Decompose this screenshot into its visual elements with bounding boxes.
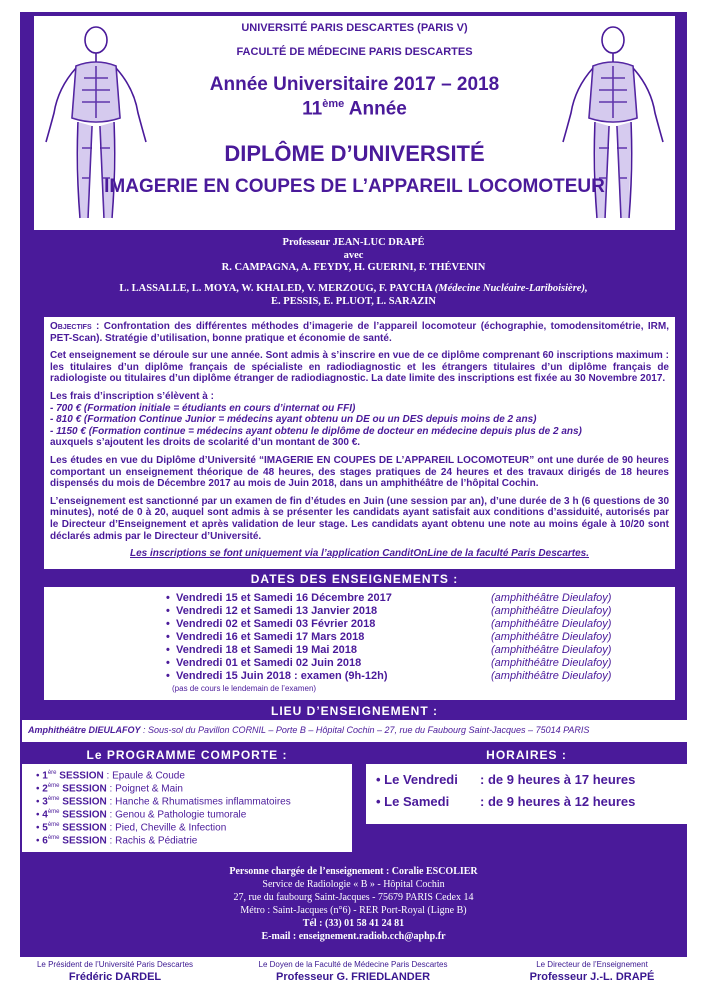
session-superscript: ème <box>47 835 60 841</box>
session-number: 2 <box>42 783 48 795</box>
programme-session <box>36 822 226 834</box>
date-place: (amphithéâtre Dieulafoy) <box>491 657 612 669</box>
session-superscript: ème <box>47 796 60 802</box>
fees-intro: Les frais d’inscription s’élèvent à : <box>50 390 214 402</box>
dates-title: DATES DES ENSEIGNEMENTS : <box>250 572 459 586</box>
date-row <box>166 644 666 657</box>
date-text: Vendredi 18 et Samedi 19 Mai 2018 <box>176 644 357 656</box>
date-place: (amphithéâtre Dieulafoy) <box>491 592 612 604</box>
contact-metro: Métro : Saint-Jacques (n°6) - RER Port-Royal (Ligne B) <box>240 905 467 916</box>
university-name: UNIVERSITÉ PARIS DESCARTES (PARIS V) <box>241 22 468 34</box>
session-number: 3 <box>42 796 48 808</box>
signature-dean <box>238 960 468 983</box>
date-place: (amphithéâtre Dieulafoy) <box>491 605 612 617</box>
teachers-line2 <box>40 282 667 295</box>
date-place: (amphithéâtre Dieulafoy) <box>491 644 612 656</box>
diploma-title: DIPLÔME D’UNIVERSITÉ <box>224 141 485 166</box>
fees-extra: auxquels s’ajoutent les droits de scolarité d’un montant de 300 €. <box>50 437 361 449</box>
bullet-icon: • <box>166 605 170 617</box>
horaire-day: • Le Vendredi <box>376 772 458 787</box>
edition-superscript: ème <box>322 98 345 110</box>
horaire-hours: : de 9 heures à 12 heures <box>480 794 636 809</box>
session-label: SESSION <box>62 835 107 847</box>
objectives <box>50 321 669 344</box>
poster-header <box>34 16 675 230</box>
session-number: 1 <box>42 770 48 782</box>
signature-name: Professeur G. FRIEDLANDER <box>275 971 431 983</box>
registration-link[interactable]: Les inscriptions se font uniquement via l’application CanditOnLine de la faculté Paris Descartes. <box>130 548 589 560</box>
signature-role: Le Président de l’Université Paris Descartes <box>36 960 194 969</box>
info-box <box>44 317 675 569</box>
session-number: 4 <box>42 809 48 821</box>
bullet-icon: • <box>36 770 43 782</box>
horaires-box <box>366 764 687 824</box>
horaire-row <box>376 772 635 787</box>
date-row <box>166 670 666 683</box>
bullet-icon: • <box>166 631 170 643</box>
date-text: Vendredi 01 et Samedi 02 Juin 2018 <box>176 657 362 669</box>
horaires-title: HORAIRES : <box>486 748 567 762</box>
bullet-icon: • <box>166 618 170 630</box>
date-text: Vendredi 15 Juin 2018 : examen (9h-12h) <box>176 670 388 682</box>
date-row <box>166 657 666 670</box>
signature-name: Professeur J.-L. DRAPÉ <box>529 971 655 983</box>
teachers-with: avec <box>343 250 364 261</box>
signature-president <box>0 960 230 983</box>
horaire-day: • Le Samedi <box>376 794 450 809</box>
signature-role: Le Directeur de l’Enseignement <box>536 960 648 969</box>
horaire-hours: : de 9 heures à 17 heures <box>480 772 636 787</box>
info-admission: Cet enseignement se déroule sur une année. Sont admis à s’inscrire en vue de ce diplôme comprenant 60 inscriptions maximum : les titulaires d’un diplôme français de spécialiste en radiodiagnostic et les étrangers titulaires d’un diplôme français de radiologiste ou titulaires d’un diplôme étranger de radiodiagnostic. La date limite des inscriptions est fixée au 30 Novembre 2017. <box>50 350 669 385</box>
lieu-name: Amphithéâtre DIEULAFOY <box>28 725 141 735</box>
session-label: SESSION <box>62 809 107 821</box>
date-place: (amphithéâtre Dieulafoy) <box>491 670 612 682</box>
session-label: SESSION <box>59 770 104 782</box>
session-topic: : Poignet & Main <box>106 783 183 795</box>
lieu-address: : Sous-sol du Pavillon CORNIL – Porte B – Hôpital Cochin – 27, rue du Faubourg Saint-Jacques – 75014 PARIS <box>140 725 590 735</box>
date-text: Vendredi 12 et Samedi 13 Janvier 2018 <box>176 605 378 617</box>
academic-year: Année Universitaire 2017 – 2018 <box>209 74 500 95</box>
contact-block <box>60 865 647 943</box>
session-number: 6 <box>42 835 48 847</box>
session-superscript: ème <box>47 822 60 828</box>
date-row <box>166 592 666 605</box>
session-topic: : Genou & Pathologie tumorale <box>106 809 247 821</box>
bullet-icon: • <box>166 592 170 604</box>
lieu-title: LIEU D’ENSEIGNEMENT : <box>270 704 438 718</box>
session-topic: : Epaule & Coude <box>103 770 185 782</box>
date-text: Vendredi 02 et Samedi 03 Février 2018 <box>176 618 376 630</box>
programme-box <box>22 764 352 852</box>
edition-label: Année <box>344 98 407 120</box>
programme-title: Le PROGRAMME COMPORTE : <box>86 748 288 762</box>
programme-session <box>36 809 246 821</box>
session-topic: : Hanche & Rhumatismes inflammatoires <box>106 796 291 808</box>
signature-role: Le Doyen de la Faculté de Médecine Paris Descartes <box>258 960 448 969</box>
contact-email[interactable]: E-mail : enseignement.radiob.cch@aphp.fr <box>261 931 446 942</box>
teachers-line2-note: (Médecine Nucléaire-Lariboisière), <box>434 283 588 294</box>
session-superscript: ème <box>47 809 60 815</box>
programme-session <box>36 783 183 795</box>
info-studies: Les études en vue du Diplôme d’Université “IMAGERIE EN COUPES DE L’APPAREIL LOCOMOTEUR” ont une durée de 90 heures comportant un enseignement théorique de 48 heures, des stages pratiques de 24 heures et des travaux dirigés de 18 heures dispensés du mois de Décembre 2017 au mois de Juin 2018, dans un amphithéâtre de l’hôpital Cochin. <box>50 454 669 490</box>
faculty-name: FACULTÉ DE MÉDECINE PARIS DESCARTES <box>236 46 473 58</box>
programme-session <box>36 770 185 782</box>
horaire-row <box>376 794 635 809</box>
bullet-icon: • <box>36 835 43 847</box>
edition-number: 11 <box>302 98 323 120</box>
teachers-line2-names: L. LASSALLE, L. MOYA, W. KHALED, V. MERZOUG, F. PAYCHA <box>119 283 433 294</box>
date-text: Vendredi 15 et Samedi 16 Décembre 2017 <box>176 592 392 604</box>
date-place: (amphithéâtre Dieulafoy) <box>491 618 612 630</box>
fee-continue-junior: - 810 € (Formation Continue Junior = médecins ayant obtenu un DE ou un DES depuis moins de 2 ans) <box>50 414 537 426</box>
date-place: (amphithéâtre Dieulafoy) <box>491 631 612 643</box>
date-row <box>166 631 666 644</box>
bullet-icon: • <box>36 783 43 795</box>
course-title: IMAGERIE EN COUPES DE L’APPAREIL LOCOMOTEUR <box>104 176 605 197</box>
bullet-icon: • <box>166 657 170 669</box>
fee-initial: - 700 € (Formation initiale = étudiants en cours d’internat ou FFI) <box>50 402 356 414</box>
session-superscript: ème <box>47 783 60 789</box>
dates-note: (pas de cours le lendemain de l’examen) <box>172 684 317 693</box>
programme-session <box>36 796 291 808</box>
session-label: SESSION <box>62 783 107 795</box>
lieu-box <box>22 720 687 742</box>
info-exam: L’enseignement est sanctionné par un examen de fin d’études en Juin (une session par an), d’une durée de 3 h (6 questions de 30 minutes), noté de 0 à 20, auquel sont admis à se présenter les candidats ayant satisfait aux conditions d’assiduité, autorisés par le Directeur d’Enseignement et après validation de leur stage. Les candidats ayant obtenu une note au moins égale à 10/20 sont déclarés admis par le Directeur d’Université. <box>50 495 669 542</box>
contact-phone: Tél : (33) 01 58 41 24 81 <box>302 918 405 929</box>
edition <box>154 98 555 120</box>
session-number: 5 <box>42 822 48 834</box>
bullet-icon: • <box>36 822 43 834</box>
bullet-icon: • <box>166 670 170 682</box>
contact-service: Service de Radiologie « B » - Hôpital Cochin <box>262 879 445 890</box>
teachers-line3: E. PESSIS, E. PLUOT, L. SARAZIN <box>271 296 436 307</box>
programme-session <box>36 835 197 847</box>
objectives-label: Objectifs : <box>50 321 100 332</box>
bullet-icon: • <box>36 796 43 808</box>
teachers-professor: Professeur JEAN-LUC DRAPÉ <box>282 237 425 248</box>
bullet-icon: • <box>166 644 170 656</box>
session-label: SESSION <box>62 796 107 808</box>
date-text: Vendredi 16 et Samedi 17 Mars 2018 <box>176 631 365 643</box>
teachers-line1: R. CAMPAGNA, A. FEYDY, H. GUERINI, F. THÉVENIN <box>221 262 486 273</box>
signature-director <box>477 960 707 983</box>
session-superscript: ère <box>47 770 57 776</box>
dates-box <box>44 587 675 700</box>
bullet-icon: • <box>36 809 43 821</box>
session-topic: : Rachis & Pédiatrie <box>106 835 198 847</box>
fee-continue: - 1150 € (Formation continue = médecins ayant obtenu le diplôme de docteur en médecine depuis plus de 2 ans) <box>50 425 582 437</box>
contact-person: Personne chargée de l’enseignement : Coralie ESCOLIER <box>229 866 478 877</box>
date-row <box>166 605 666 618</box>
objectives-text: Confrontation des différentes méthodes d’imagerie de l’appareil locomoteur (échographie, tomodensitométrie, IRM, PET-Scan). Stratégie d’utilisation, bonne pratique et économie de santé. <box>50 321 669 344</box>
signature-name: Frédéric DARDEL <box>68 971 162 983</box>
session-label: SESSION <box>62 822 107 834</box>
date-row <box>166 618 666 631</box>
session-topic: : Pied, Cheville & Infection <box>106 822 227 834</box>
contact-address: 27, rue du faubourg Saint-Jacques - 75679 PARIS Cedex 14 <box>233 892 474 903</box>
